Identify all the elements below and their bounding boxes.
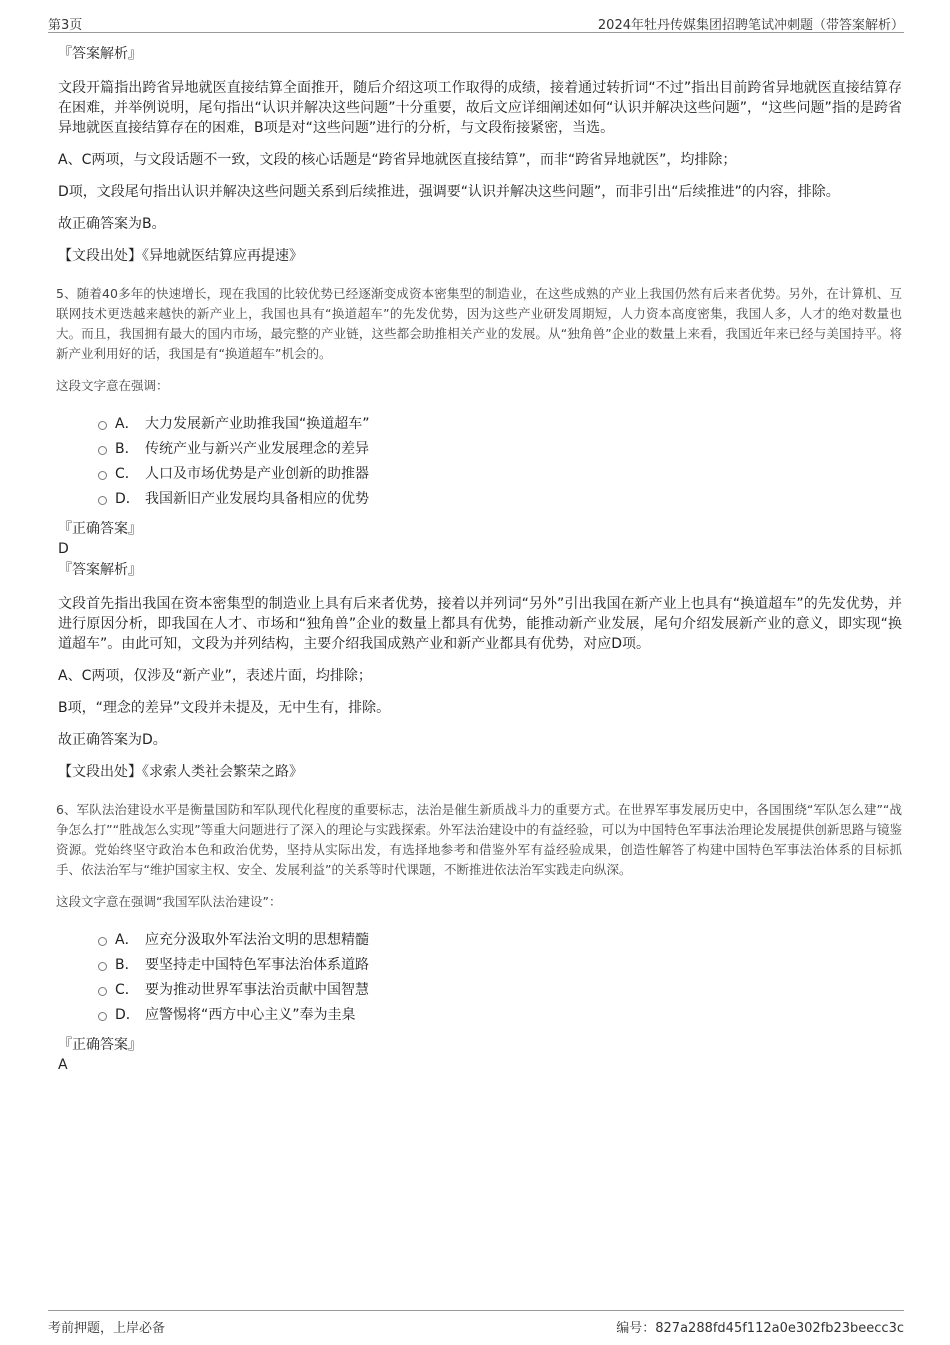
option-letter: B． [115, 440, 139, 457]
question-5 [56, 284, 902, 782]
option-text: 人口及市场优势是产业创新的助推器 [145, 465, 369, 482]
radio-icon[interactable] [98, 496, 107, 505]
q4-analysis-block [56, 44, 902, 266]
option-text: 应充分汲取外军法治文明的思想精髓 [145, 931, 369, 948]
option-text: 应警惕将“西方中心主义”奉为圭臬 [145, 1006, 356, 1023]
option-a[interactable] [98, 410, 902, 435]
option-letter: D． [115, 490, 140, 507]
radio-icon[interactable] [98, 937, 107, 946]
question-prompt: 这段文字意在强调： [56, 378, 169, 393]
question-6 [56, 800, 902, 1074]
analysis-paragraph: 故正确答案为D。 [58, 732, 167, 748]
correct-answer-label: 『正确答案』 [58, 521, 142, 537]
option-letter: C． [115, 465, 139, 482]
question-text: 6、军队法治建设水平是衡量国防和军队现代化程度的重要标志，法治是催生新质战斗力的重要方式。在世界军事发展历史中，各国围绕“军队怎么建”“战争怎么打”“胜战怎么实现”等重大问题进行了深入的理论与实践探索。外军法治建设中的有益经验，可以为中国特色军事法治理论发展提供创新思路与镜鉴资源。党始终坚守政治本色和政治优势，坚持从实际出发，有选择地参考和借鉴外军有益经验成果，创造性解答了构建中国特色军事法治体系的目标抓手、依法治军与“维护国家主权、安全、发展利益”的关系等时代课题，不断推进依法治军实践走向纵深。 [56, 802, 902, 877]
option-text: 传统产业与新兴产业发展理念的差异 [145, 440, 369, 457]
source-citation: 【文段出处】《异地就医结算应再提速》 [58, 248, 303, 264]
document-code: 编号：827a288fd45f112a0e302fb23beecc3c [616, 1321, 904, 1336]
option-letter: D． [115, 1006, 140, 1023]
page-number: 第3页 [48, 18, 83, 33]
option-c[interactable] [98, 460, 902, 485]
analysis-paragraph: A、C两项，与文段话题不一致，文段的核心话题是“跨省异地就医直接结算”，而非“跨省异地就医”，均排除； [58, 152, 737, 168]
radio-icon[interactable] [98, 421, 107, 430]
analysis-label: 『答案解析』 [58, 562, 142, 578]
option-d[interactable] [98, 1001, 902, 1026]
source-citation: 【文段出处】《求索人类社会繁荣之路》 [58, 764, 303, 780]
footer-slogan: 考前押题，上岸必备 [48, 1321, 166, 1336]
option-letter: A． [115, 931, 139, 948]
radio-icon[interactable] [98, 446, 107, 455]
question-text: 5、随着40多年的快速增长，现在我国的比较优势已经逐渐变成资本密集型的制造业，在这些成熟的产业上我国仍然有后来者优势。另外，在计算机、互联网技术更迭越来越快的新产业上，我国也具有“换道超车”的先发优势，因为这些产业研发周期短，人力资本高度密集，我国人多，人才的绝对数量也大。而且，我国拥有最大的国内市场，最完整的产业链，这些都会助推相关产业的发展。从“独角兽”企业的数量上来看，我国近年来已经与美国持平。将新产业利用好的话，我国是有“换道超车”机会的。 [56, 286, 902, 361]
option-d[interactable] [98, 485, 902, 510]
document-title: 2024年牡丹传媒集团招聘笔试冲刺题（带答案解析） [597, 18, 904, 33]
correct-answer-label: 『正确答案』 [58, 1037, 142, 1053]
option-list [98, 410, 902, 510]
option-text: 要坚持走中国特色军事法治体系道路 [145, 956, 369, 973]
analysis-paragraph: A、C两项，仅涉及“新产业”，表述片面，均排除； [58, 668, 372, 684]
option-letter: C． [115, 981, 139, 998]
correct-answer: A [58, 1057, 68, 1073]
radio-icon[interactable] [98, 987, 107, 996]
option-text: 要为推动世界军事法治贡献中国智慧 [145, 981, 369, 998]
analysis-paragraph: 文段首先指出我国在资本密集型的制造业上具有后来者优势，接着以并列词“另外”引出我国在新产业上也具有“换道超车”的先发优势，并进行原因分析，即我国在人才、市场和“独角兽”企业的数量上都具有优势，能推动新产业发展，尾句介绍发展新产业的意义，即实现“换道超车”。由此可知，文段为并列结构，主要介绍我国成熟产业和新产业都具有优势，对应D项。 [58, 596, 902, 652]
option-list [98, 926, 902, 1026]
option-letter: B． [115, 956, 139, 973]
analysis-paragraph: B项，“理念的差异”文段并未提及，无中生有，排除。 [58, 700, 391, 716]
radio-icon[interactable] [98, 471, 107, 480]
option-c[interactable] [98, 976, 902, 1001]
analysis-paragraph: 文段开篇指出跨省异地就医直接结算全面推开，随后介绍这项工作取得的成绩，接着通过转折词“不过”指出目前跨省异地就医直接结算存在困难，并举例说明，尾句指出“认识并解决这些问题”十分重要，故后文应详细阐述如何“认识并解决这些问题”，“这些问题”指的是跨省异地就医直接结算存在的困难，B项是对“这些问题”进行的分析，与文段衔接紧密，当选。 [58, 80, 902, 136]
page-footer [48, 1310, 904, 1335]
question-prompt: 这段文字意在强调“我国军队法治建设”： [56, 894, 282, 909]
radio-icon[interactable] [98, 962, 107, 971]
analysis-paragraph: 故正确答案为B。 [58, 216, 166, 232]
option-text: 大力发展新产业助推我国“换道超车” [145, 415, 370, 432]
option-text: 我国新旧产业发展均具备相应的优势 [145, 490, 369, 507]
page-header [48, 12, 904, 33]
page-content [56, 44, 902, 1076]
option-b[interactable] [98, 951, 902, 976]
analysis-label: 『答案解析』 [58, 46, 142, 62]
analysis-paragraph: D项，文段尾句指出认识并解决这些问题关系到后续推进，强调要“认识并解决这些问题”，而非引出“后续推进”的内容，排除。 [58, 184, 840, 200]
option-letter: A． [115, 415, 139, 432]
option-b[interactable] [98, 435, 902, 460]
radio-icon[interactable] [98, 1012, 107, 1021]
option-a[interactable] [98, 926, 902, 951]
correct-answer: D [58, 541, 69, 557]
